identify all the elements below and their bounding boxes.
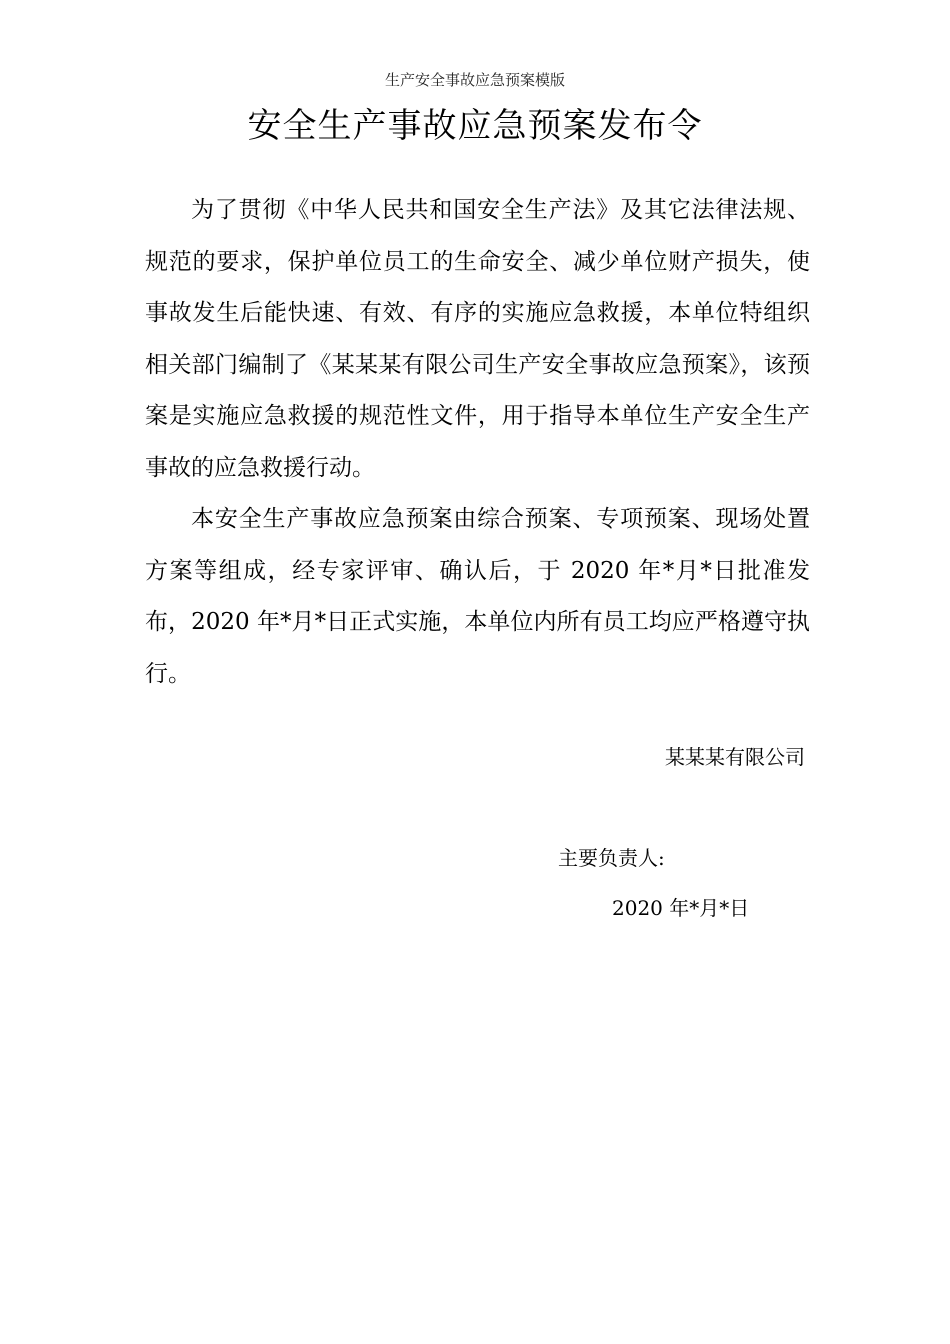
document-title: 安全生产事故应急预案发布令	[247, 106, 703, 146]
company-name: 某某某有限公司	[665, 745, 805, 769]
document-body	[145, 185, 810, 700]
paragraph-1: 为了贯彻《中华人民共和国安全生产法》及其它法律法规、规范的要求，保护单位员工的生命安全、减少单位财产损失，使事故发生后能快速、有效、有序的实施应急救援，本单位特组织相关部门编制了《某某某有限公司生产安全事故应急预案》，该预案是实施应急救援的规范性文件，用于指导本单位生产安全生产事故的应急救援行动。	[145, 197, 810, 481]
paragraph-2: 本安全生产事故应急预案由综合预案、专项预案、现场处置方案等组成，经专家评审、确认后，于 2020 年*月*日批准发布，2020 年*月*日正式实施，本单位内所有员工均应严格遵守执行。	[145, 506, 810, 687]
signer-label: 主要负责人:	[558, 846, 665, 870]
page-header: 生产安全事故应急预案模版	[384, 71, 565, 89]
issue-date: 2020 年*月*日	[612, 896, 750, 920]
